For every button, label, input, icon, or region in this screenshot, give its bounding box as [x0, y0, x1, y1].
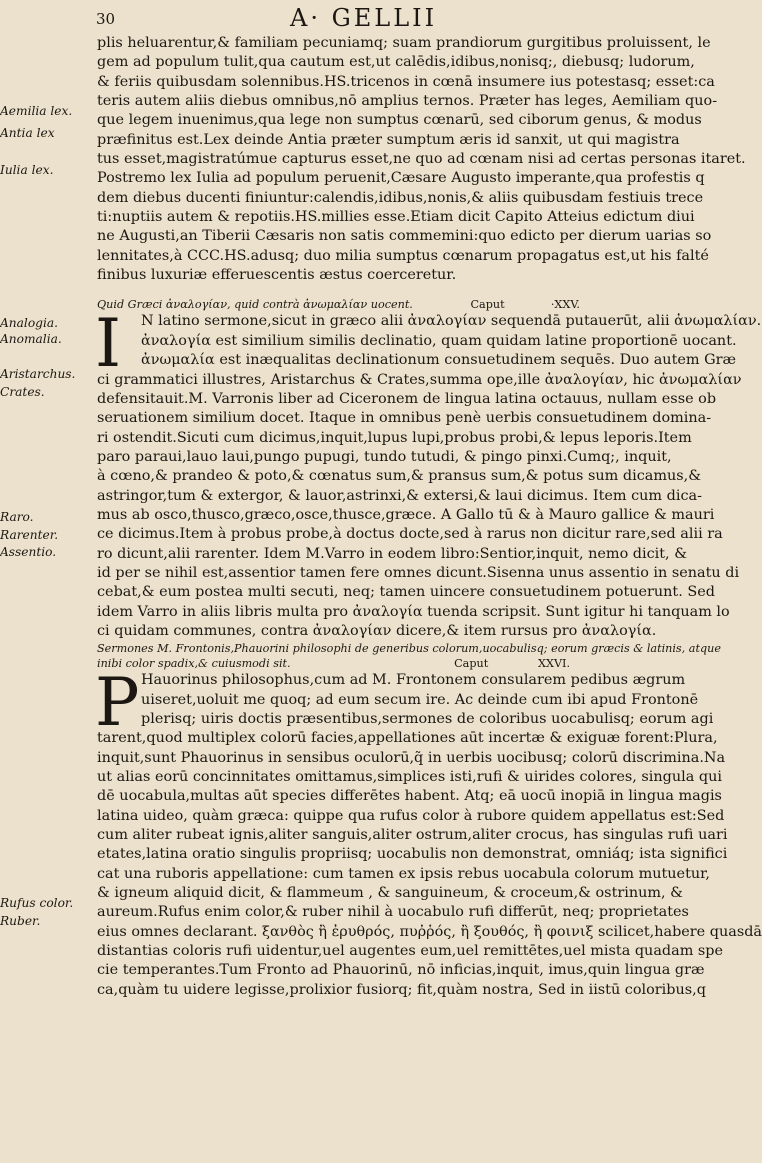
text-line: ri ostendit.Sicuti cum dicimus,inquit,lupus lupi,probus probi,& lepus leporis.Item [97, 429, 692, 446]
margin-note-anomalia: Anomalia. [0, 332, 62, 346]
text-line: finibus luxuriæ efferuescentis æstus coerceretur. [97, 267, 457, 284]
chapter-25-numeral: ·XXV. [550, 298, 580, 312]
text-line: distantias coloris rufi uidentur,uel augentes eum,uel remittētes,uel mista quadam spe [97, 943, 724, 960]
text-line: Hauorinus philosophus,cum ad M. Frontonem consularem pedibus ægrum [141, 672, 686, 689]
text-line: cie temperantes.Tum Fronto ad Phauorinū, nō inficias,inquit, imus,quin lingua græ [97, 962, 705, 979]
chapter-26-numeral: XXVI. [538, 657, 570, 671]
text-line: astringor,tum & extergor, & lauor,astrinxi,& extersi,& laui dicimus. Item cum dica- [97, 487, 702, 504]
text-line: aureum.Rufus enim color,& ruber nihil à uocabulo rufi differūt, neq; proprietates [97, 904, 689, 921]
text-line: ἀναλογία est similium similis declinatio, quam quidam latine proportionē uocant. [141, 332, 737, 349]
chapter-25-title: Quid Græci ἀναλογίαν, quid contrà ἀνωμαλίαν uocent. [97, 298, 413, 312]
text-line: ro dicunt,alii rarenter. Idem M.Varro in eodem libro:Sentior,inquit, nemo dicit, & [97, 545, 688, 562]
paragraph-sumptuary-laws [97, 34, 746, 285]
chapter-25-caption [97, 297, 690, 312]
text-line: N latino sermone,sicut in græco alii ἀναλογίαν sequendā putauerūt, alii ἀνωμαλίαν. [141, 313, 762, 330]
text-line: tarent,quod multiplex colorū facies,appellationes aūt incertæ & exiguæ forent:Plura, [97, 730, 718, 747]
text-line: dem diebus ducenti finiuntur:calendis,idibus,nonis,& aliis quibusdam festiuis trece [97, 189, 704, 206]
text-line: eius omnes declarant. ξανθὸς ἢ ἐρυθρός, πυῤῥός, ἢ ξουθός, ἢ φοινιξ scilicet,habere quasdā [97, 923, 762, 940]
text-line: ce dicimus.Item à probus probe,à doctus docte,sed à rarus non dicitur rare,sed alii ra [97, 526, 723, 543]
text-line: à cœno,& prandeo & poto,& cœnatus sum,& pransus sum,& potus sum dicamus,& [97, 468, 702, 485]
text-line: gem ad populum tulit,qua cautum est,ut calēdis,idibus,nonisq;, diebusq; ludorum, [97, 54, 695, 71]
chapter-26-caption-line-2 [97, 656, 690, 671]
text-line: plerisq; uiris doctis præsentibus,sermones de coloribus uocabulisq; eorum agi [141, 711, 714, 727]
text-line: seruationem similium docet. Itaque in omnibus penè uerbis consuetudinem domina- [97, 410, 712, 427]
text-line: inquit,sunt Phauorinus in sensibus oculorū,q̃ in uerbis uocibusq; colorū discrimina.Na [97, 749, 726, 766]
margin-note-rarenter: Rarenter. [0, 528, 59, 542]
text-line: ci quidam communes, contra ἀναλογίαν dicere,& item rursus pro ἀναλογία. [97, 622, 657, 639]
text-line: latina uideo, quàm græca: quippe qua rufus color à rubore quidem appellatus est:Sed [97, 807, 725, 824]
text-line: ca,quàm tu uidere legisse,prolixior fusiorq; fit,quàm nostra, Sed in iistū coloribus,q [97, 981, 706, 998]
margin-note-assentio: Assentio. [0, 545, 57, 559]
margin-note-aemilia: Aemilia lex. [0, 104, 73, 118]
text-line: ne Augusti,an Tiberii Cæsaris non satis commemini:quo edicto per dierum uarias so [97, 228, 712, 245]
text-line: teris autem aliis diebus omnibus,nō amplius ternos. Præter has leges, Aemiliam quo- [97, 93, 718, 110]
text-line: plis heluarentur,& familiam pecuniamq; suam prandiorum gurgitibus proluissent, le [97, 35, 711, 51]
text-line: cat una ruboris appellatione: cum tamen ex ipsis rebus uocabula colorum mutuetur, [97, 865, 710, 882]
text-line: etates,latina oratio singulis propriisq; uocabulis non demonstrat, omniáq; ista significi [97, 846, 728, 863]
caput-label: Caput [454, 657, 489, 671]
main-text [95, 34, 762, 1000]
margin-note-analogia: Analogia. [0, 316, 58, 330]
text-line: idem Varro in aliis libris multa pro ἀναλογία tuenda scripsit. Sunt igitur hi tanquam lo [97, 603, 730, 620]
margin-note-rufus-color: Rufus color. [0, 896, 74, 910]
text-line: & igneum aliquid dicit, & flammeum , & sanguineum, & croceum,& ostrinum, & [97, 885, 683, 902]
text-line: & feriis quibusdam solennibus.HS.tricenos in cœnā insumere ius potestasq; esset:ca [97, 73, 715, 90]
text-line: que legem inuenimus,qua lege non sumptus cœnarū, sed ciborum genus, & modus [97, 112, 702, 129]
text-line: ci grammatici illustres, Aristarchus & Crates,summa ope,ille ἀναλογίαν, hic ἀνωμαλίαν [97, 371, 742, 388]
chapter-26-title-end: inibi color spadix,& cuiusmodi sit. [97, 657, 291, 671]
text-line: defensitauit.M. Varronis liber ad Ciceronem de lingua latina octauus, nullam esse ob [97, 390, 717, 407]
text-line: paro paraui,lauo laui,pungo pupugi, tundo tutudi, & pingo pinxi.Cumq;, inquit, [97, 448, 672, 465]
text-line: ut alias eorū concinnitates omittamus,simplices isti,rufi & uirides colores, singula qui [97, 769, 722, 786]
text-line: ἀνωμαλία est inæqualitas declinationum consuetudinem sequēs. Duo autem Græ [141, 352, 736, 369]
text-line: lennitates,à CCC.HS.adusq; duo milia sumptus cœnarum propagatus est,ut his falté [97, 247, 709, 264]
text-line: cum aliter rubeat ignis,aliter sanguis,aliter ostrum,aliter crocus, has singulas rufi uari [97, 827, 728, 844]
margin-note-ruber: Ruber. [0, 914, 41, 928]
margin-note-iulia: Iulia lex. [0, 163, 54, 177]
margin-note-raro: Raro. [0, 510, 34, 524]
text-line: id per se nihil est,assentior tamen fere omnes dicunt.Sisenna unus assentio in senatu di [97, 564, 740, 581]
margin-note-antia: Antia lex [0, 126, 55, 140]
text-line: uiseret,uoluit me quoq; ad eum secum ire. Ac deinde cum ibi apud Frontonē [141, 691, 699, 708]
text-line: ti:nuptiis autem & repotiis.HS.millies esse.Etiam dicit Capito Atteius edictum diui [97, 209, 695, 226]
drop-cap: P [95, 664, 140, 742]
running-head: A· GELLII [290, 4, 438, 32]
drop-cap: I [95, 305, 122, 383]
chapter-26-caption-line-1: Sermones M. Frontonis,Phauorini philosophi de generibus colorum,uocabulisq; eorum græcis & latinis, atque [97, 642, 721, 656]
page-number: 30 [96, 10, 116, 28]
text-line: cebat,& eum postea multi secuti, neq; tamen uincere consuetudinem potuerunt. Sed [97, 584, 715, 601]
margin-note-aristarchus: Aristarchus. [0, 367, 76, 381]
caput-label: Caput [470, 298, 505, 312]
text-line: Postremo lex Iulia ad populum peruenit,Cæsare Augusto imperante,qua profestis q [97, 170, 705, 187]
text-line: mus ab osco,thusco,græco,osce,thusce,græce. A Gallo tū & à Mauro gallice & mauri [97, 506, 715, 523]
text-line: præfinitus est.Lex deinde Antia præter sumptum æris id sanxit, ut qui magistra [97, 131, 680, 148]
text-line: dē uocabula,multas aūt species differētes habent. Atq; eā uocū inopiā in lingua magis [97, 788, 722, 805]
text-line: tus esset,magistratúmue capturus esset,ne quo ad cœnam nisi ad certas personas itaret. [97, 151, 746, 168]
margin-note-crates: Crates. [0, 385, 45, 399]
